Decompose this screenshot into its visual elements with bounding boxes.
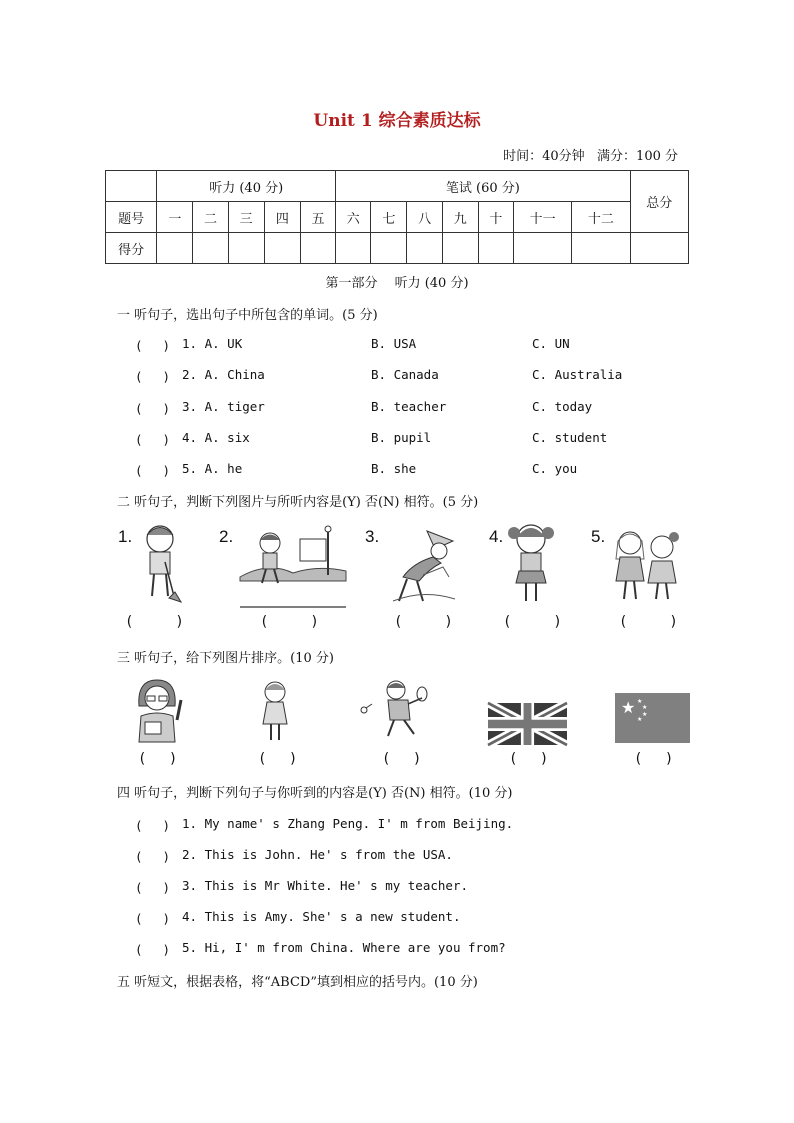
two-girls-picture xyxy=(606,525,686,605)
part-one-title: 第一部分 听力 (40 分) xyxy=(325,276,469,291)
exam-meta xyxy=(503,145,678,164)
answer-paren[interactable]: ( ) xyxy=(135,911,171,926)
svg-text:★: ★ xyxy=(637,698,643,705)
row-label-score: 得分 xyxy=(106,233,157,264)
boy-sweeping-picture xyxy=(135,522,185,604)
answer-paren[interactable]: ( ) xyxy=(135,880,171,895)
sentence-item: 3. This is Mr White. He' s my teacher. xyxy=(182,878,468,893)
score-cell[interactable] xyxy=(407,233,442,264)
teacher-picture xyxy=(131,676,187,744)
answer-paren[interactable]: ( ) xyxy=(503,614,562,630)
score-cell[interactable] xyxy=(514,233,572,264)
girl-small-picture xyxy=(258,676,292,744)
section-number: 四 xyxy=(264,202,300,233)
score-cell[interactable] xyxy=(572,233,630,264)
option-c: C. student xyxy=(532,430,608,445)
picture-number: 4. xyxy=(489,527,504,546)
score-cell[interactable] xyxy=(264,233,300,264)
section-number: 十一 xyxy=(514,202,572,233)
option-c: C. Australia xyxy=(532,367,623,382)
answer-paren[interactable]: ( ) xyxy=(135,849,171,864)
option-a: 1. A. UK xyxy=(182,336,243,351)
answer-paren[interactable]: ( ) xyxy=(135,942,171,957)
picture-number: 1. xyxy=(118,527,133,546)
score-cell[interactable] xyxy=(228,233,264,264)
score-cell[interactable] xyxy=(371,233,407,264)
uk-flag-picture xyxy=(488,703,567,745)
option-b: B. pupil xyxy=(371,430,432,445)
svg-text:★: ★ xyxy=(621,698,636,717)
option-c: C. you xyxy=(532,461,578,476)
score-cell[interactable] xyxy=(478,233,513,264)
answer-paren[interactable]: ( ) xyxy=(509,751,549,767)
score-cell[interactable] xyxy=(300,233,335,264)
answer-paren[interactable]: ( ) xyxy=(135,338,171,353)
section-number: 十 xyxy=(478,202,513,233)
answer-paren[interactable]: ( ) xyxy=(260,614,319,630)
option-b: B. teacher xyxy=(371,399,447,414)
score-cell[interactable] xyxy=(442,233,478,264)
sentence-item: 2. This is John. He' s from the USA. xyxy=(182,847,453,862)
option-b: B. she xyxy=(371,461,417,476)
option-c: C. UN xyxy=(532,336,570,351)
answer-paren[interactable]: ( ) xyxy=(135,401,171,416)
picture-number: 2. xyxy=(219,527,234,546)
section3-heading: 三 听句子，给下列图片排序。(10 分) xyxy=(117,651,334,666)
option-c: C. today xyxy=(532,399,593,414)
total-header: 总分 xyxy=(630,171,688,233)
picture-number: 3. xyxy=(365,527,380,546)
girl-picture xyxy=(506,519,556,605)
section-number: 九 xyxy=(442,202,478,233)
time-limit: 时间：40分钟 xyxy=(503,149,585,164)
score-cell[interactable] xyxy=(193,233,228,264)
option-b: B. USA xyxy=(371,336,417,351)
china-flag-picture xyxy=(615,693,690,743)
option-a: 3. A. tiger xyxy=(182,399,265,414)
writing-header: 笔试 (60 分) xyxy=(336,171,630,202)
row-label-number: 题号 xyxy=(106,202,157,233)
svg-text:★: ★ xyxy=(637,716,643,723)
answer-paren[interactable]: ( ) xyxy=(138,751,178,767)
boy-badminton-picture xyxy=(356,678,426,744)
sentence-item: 1. My name' s Zhang Peng. I' m from Beijing. xyxy=(182,816,514,831)
section-number: 二 xyxy=(193,202,228,233)
answer-paren[interactable]: ( ) xyxy=(135,463,171,478)
score-cell[interactable] xyxy=(157,233,193,264)
svg-text:★: ★ xyxy=(642,711,648,718)
total-score-cell[interactable] xyxy=(630,233,688,264)
section5-heading: 五 听短文，根据表格，将“ABCD”填到相应的括号内。(10 分) xyxy=(117,975,478,990)
listening-header: 听力 (40 分) xyxy=(157,171,336,202)
picture-number: 5. xyxy=(591,527,606,546)
full-score: 满分：100 分 xyxy=(597,149,678,164)
answer-paren[interactable]: ( ) xyxy=(135,818,171,833)
section-number: 三 xyxy=(228,202,264,233)
option-a: 2. A. China xyxy=(182,367,265,382)
page-title: Unit 1 综合素质达标 xyxy=(313,111,481,131)
section-number: 八 xyxy=(407,202,442,233)
section2-heading: 二 听句子，判断下列图片与所听内容是(Y) 否(N) 相符。(5 分) xyxy=(117,495,479,510)
answer-paren[interactable]: ( ) xyxy=(135,432,171,447)
score-table xyxy=(105,170,689,264)
section-number: 六 xyxy=(336,202,371,233)
score-cell[interactable] xyxy=(336,233,371,264)
svg-text:★: ★ xyxy=(642,704,648,711)
option-b: B. Canada xyxy=(371,367,439,382)
answer-paren[interactable]: ( ) xyxy=(619,614,678,630)
option-a: 5. A. he xyxy=(182,461,243,476)
answer-paren[interactable]: ( ) xyxy=(125,614,184,630)
section1-heading: 一 听句子，选出句子中所包含的单词。(5 分) xyxy=(117,308,378,323)
answer-paren[interactable]: ( ) xyxy=(135,369,171,384)
section-number: 七 xyxy=(371,202,407,233)
farmer-picture xyxy=(383,527,463,605)
table-corner xyxy=(106,171,157,202)
answer-paren[interactable]: ( ) xyxy=(394,614,453,630)
sentence-item: 5. Hi, I' m from China. Where are you from? xyxy=(182,940,506,955)
answer-paren[interactable]: ( ) xyxy=(382,751,422,767)
answer-paren[interactable]: ( ) xyxy=(258,751,298,767)
sentence-item: 4. This is Amy. She' s a new student. xyxy=(182,909,461,924)
section-number: 一 xyxy=(157,202,193,233)
option-a: 4. A. six xyxy=(182,430,250,445)
answer-paren[interactable]: ( ) xyxy=(634,751,674,767)
section-number: 十二 xyxy=(572,202,630,233)
section-number: 五 xyxy=(300,202,335,233)
boy-walking-picture xyxy=(238,525,348,609)
section4-heading: 四 听句子，判断下列句子与你听到的内容是(Y) 否(N) 相符。(10 分) xyxy=(117,786,513,801)
